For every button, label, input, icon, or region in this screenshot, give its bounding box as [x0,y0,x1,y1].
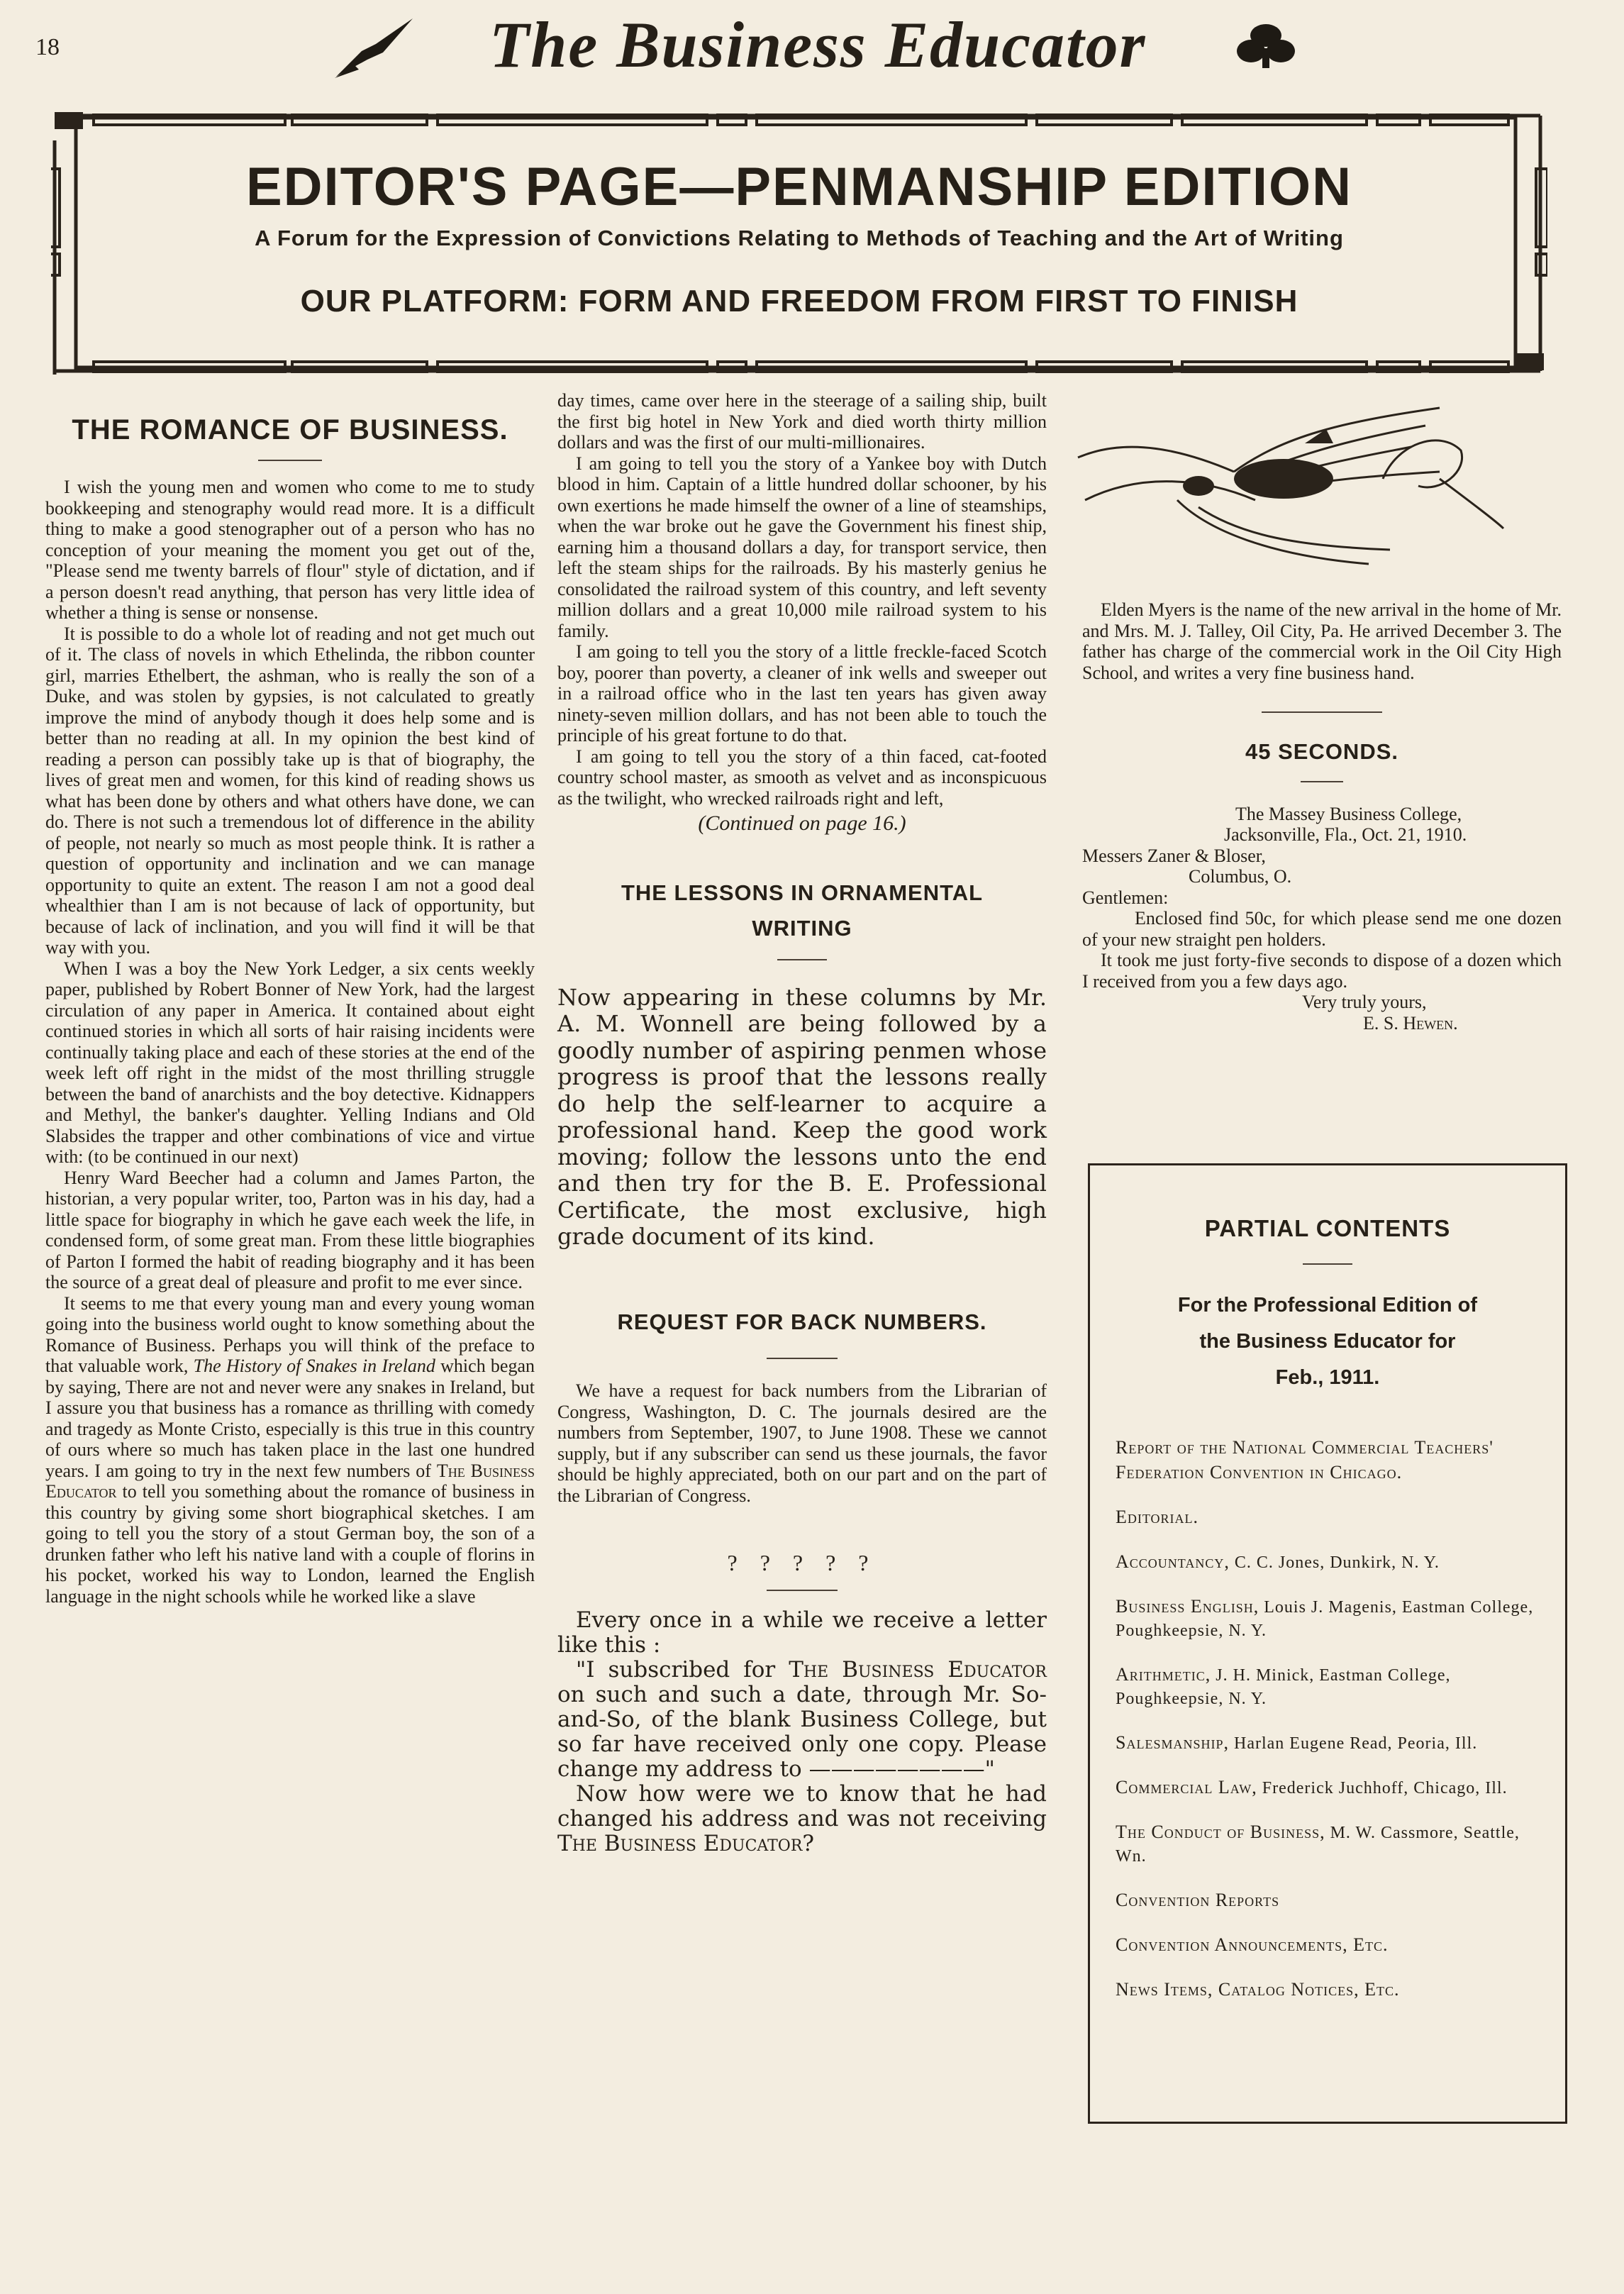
contents-item: Convention Announcements, Etc. [1116,1934,1389,1955]
contents-title: PARTIAL CONTENTS [1204,1215,1451,1241]
contents-item: The Conduct of Business, M. W. Cassmore, Seattle, Wn. [1116,1822,1520,1866]
divider [1303,1263,1352,1265]
contents-item: Commercial Law, Frederick Juchhoff, Chicago, Ill. [1116,1777,1508,1797]
header-subtitle: A Forum for the Expression of Convictions Relating to Methods of Teaching and the Art of Writing [255,226,1344,250]
divider [1262,711,1382,713]
bird-illustration [1071,394,1511,571]
paragraph: Enclosed find 50c, for which please send me one dozen of your new straight pen holders. [1082,908,1562,950]
paragraph: It seems to me that every young man and every young woman going into the business world ought to know something about the Romance of Business. Perhaps you will think of the preface to that valuable work, The History of Snakes in Ireland which began by saying, There are not and never were any snakes in Ireland, but I assure you that business has a romance as thrilling with comedy and tragedy as Monte Cristo, especially is this true in this country of ours where so much has taken place in the last one hundred years. I am going to try in the next few numbers of The Business Educator to tell you something about the romance of business in this country by giving some short biographical sketches. I am going to tell you the story of a stout German boy, the son of a drunken father who left his native land with a couple of florins in his pocket, worked his way to London, learned the English language in the night schools while he worked like a slave [45,1292,535,1607]
letter-salutation: Gentlemen: [1082,887,1169,908]
header-title: EDITOR'S PAGE—PENMANSHIP EDITION [245,157,1353,217]
contents-item: Business English, Louis J. Magenis, Eastman College, Poughkeepsie, N. Y. [1116,1596,1534,1640]
paragraph: It is possible to do a whole lot of reading and not get much out of it. The class of novels in which Ethelinda, the ribbon counter girl, marries Ethelbert, the ashman, who is really the son of a Duke, and was stolen by gypsies, is not calculated to greatly improve the mind of anybody though it does help some and is better than no reading at all. In my opinion the best kind of reading a person can possibly take up is that of biography, the lives of great men and women, for this kind of reading shows us what has been done by others and what others have done, we can do. There is not such a tremendous lot of difference in the ability of people, not nearly so much as most people think. It is rather a question of opportunity and inclination and we can manage opportunity to quite an extent. The reason I am not a good deal whealthier than I am is not because of lack of opportunity, but because of lack of inclination, and you will find it will be that way with you. [45,623,535,958]
contents-item: Report of the National Commercial Teachers' Federation Convention in Chicago. [1116,1437,1494,1483]
book-title: The History of Snakes in Ireland [193,1356,435,1376]
questions-text: Every once in a while we receive a letter like this : "I subscribed for The Business Educator on such and such a date, through Mr. So-and-So, of the blank Business College, but so far have received only one copy. Please change my address to ————————" Now how were we to know that he had changed his address and was not receiving The Business Educator? [557,1607,1047,1856]
divider [767,1358,838,1359]
editors-page-header [51,112,1547,375]
birth-announcement: Elden Myers is the name of the new arrival in the home of Mr. and Mrs. M. J. Talley, Oil City, Pa. He arrived December 3. The father has charge of the commercial work in the Oil City High School, and writes a very fine business hand. [1082,599,1562,683]
right-column [1082,599,1562,1034]
letter-date: Jacksonville, Fla., Oct. 21, 1910. [1224,824,1467,845]
letter-signature: E. S. Hewen. [1363,1012,1458,1034]
contents-list [1116,1436,1540,2002]
lessons-title: THE LESSONS IN ORNAMENTAL WRITING [621,880,984,941]
contents-subtitle: For the Professional Edition of the Business Educator for Feb., 1911. [1177,1294,1478,1389]
contents-item: News Items, Catalog Notices, Etc. [1116,1979,1400,2000]
paragraph: I am going to tell you the story of a little freckle-faced Scotch boy, poorer than poverty, a cleaner of ink wells and sweeper out in a railroad office who in the last ten years has given away ninety-seven million dollars, and has not been able to touch the principle of his great fortune to do that. [557,641,1047,746]
lessons-text: Now appearing in these columns by Mr. A. M. Wonnell are being followed by a goodly number of aspiring penmen whose progress is proof that the lessons really do help the self-learner to acquire a professional hand. Keep the good work moving; follow the lessons unto the end and then try for the B. E. Professional Certificate, the most exclusive, high grade document of its kind. [557,983,1047,1250]
letter-closing: Very truly yours, [1302,992,1427,1012]
middle-column [557,390,1047,1856]
divider [1301,781,1343,782]
paragraph: I wish the young men and women who come to me to study bookkeeping and stenography would read more. It is a difficult thing to make a good stenographer out of a person who has no conception of your meaning the moment you get out of the, "Please send me twenty barrels of flour" style of dictation, and if a person doesn't read anything, that person has very little idea of whether a thing is sense or nonsense. [45,477,535,623]
contents-item: Convention Reports [1116,1890,1280,1910]
page-number: 18 [35,34,60,60]
paragraph: I am going to tell you the story of a Yankee boy with Dutch blood in him. Captain of a little hundred dollar schooner, by his own exertions he made himself the owner of a line of steamships, when the war broke out he gave the Government his finest ship, earning him a thousand dollars a day, for transport service, then left the steam ships for the railroads. By his masterly genius he consolidated the railroad system of this country, and left seventy million dollars and a great 10,000 mile railroad system to his family. [557,453,1047,641]
romance-title: THE ROMANCE OF BUSINESS. [72,414,508,445]
contents-item: Arithmetic, J. H. Minick, Eastman College, Poughkeepsie, N. Y. [1116,1664,1451,1708]
request-text: We have a request for back numbers from the Librarian of Congress, Washington, D. C. The journals desired are the numbers from September, 1907, to June 1908. These we cannot supply, but if any subscriber can send us these journals, the favor should be highly appreciated, both on our part and on the part of the Librarian of Congress. [557,1380,1047,1506]
masthead-title: The Business Educator [489,9,1147,81]
paragraph: When I was a boy the New York Ledger, a six cents weekly paper, published by Robert Bonner of New York, had the largest circulation of any paper in America. It contained about eight continued stories in which all sorts of hair raising incidents were continually taking place and each of these stories at the end of the week left off right in the midst of the most thrilling struggle between the band of anarchists and the boy detective. Kidnappers and Methyl, the banker's daughter. Yelling Indians and Old Slabsides the trapper and other combinations of vice and virtue with: (to be continued in our next) [45,958,535,1167]
contents-item: Editorial. [1116,1507,1199,1527]
questions-title: ? ? ? ? ? [727,1550,877,1575]
paragraph: day times, came over here in the steerage of a sailing ship, built the first big hotel in New York and died worth thirty million dollars and was the first of our multi-millionaires. [557,390,1047,453]
letter-address: The Massey Business College, [1235,803,1462,824]
ornament-icon [1234,20,1298,73]
divider [777,959,827,960]
paragraph: It took me just forty-five seconds to dispose of a dozen which I received from you a few days ago. [1082,950,1562,992]
letter-recipient-city: Columbus, O. [1189,866,1292,887]
contents-item: Accountancy, C. C. Jones, Dunkirk, N. Y. [1116,1551,1440,1572]
paragraph: I am going to tell you the story of a thin faced, cat-footed country school master, as smooth as velvet and as inconspicuous as the twilight, who wrecked railroads right and left, [557,746,1047,809]
letter-recipient: Messers Zaner & Bloser, [1082,845,1266,866]
divider [767,1590,838,1591]
continued-note: (Continued on page 16.) [698,811,906,835]
seconds-title: 45 SECONDS. [1245,739,1398,764]
quill-icon [333,16,418,83]
paragraph: Henry Ward Beecher had a column and James Parton, the historian, a very popular writer, too, Parton was in his day, had a little space for biography in which he gave each week the life, in condensed form, of some great man. From these little biographies of Parton I formed the habit of reading biography and it has been the source of a great deal of pleasure and profit to me ever since. [45,1167,535,1292]
header-platform: OUR PLATFORM: FORM AND FREEDOM FROM FIRST TO FINISH [300,284,1298,318]
request-title: REQUEST FOR BACK NUMBERS. [617,1309,987,1334]
contents-item: Salesmanship, Harlan Eugene Read, Peoria, Ill. [1116,1732,1478,1753]
romance-of-business-article [45,404,535,1607]
divider [258,460,322,461]
partial-contents-box [1088,1163,1567,2124]
